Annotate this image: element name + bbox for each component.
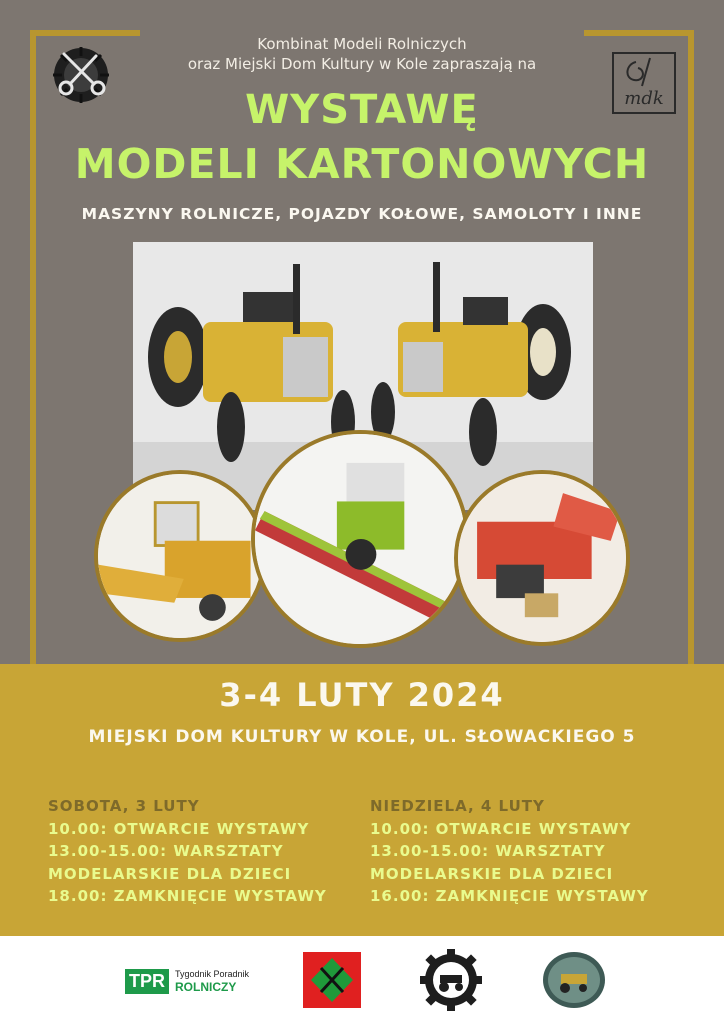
tpr-logo-line2: ROLNICZY bbox=[175, 980, 237, 994]
gear-tractor-logo-icon bbox=[418, 947, 484, 1013]
subtitle: MASZYNY ROLNICZE, POJAZDY KOŁOWE, SAMOLOTY I INNE bbox=[81, 205, 643, 223]
tpr-logo-text bbox=[175, 968, 249, 994]
intro-line-2: oraz Miejski Dom Kultury w Kole zapraszają na bbox=[187, 55, 537, 73]
tpr-logo-box: TPR bbox=[125, 969, 169, 994]
schedule-saturday bbox=[48, 795, 368, 908]
schedule-item: 10.00: OTWARCIE WYSTAWY bbox=[370, 819, 632, 838]
baler-photo bbox=[454, 470, 630, 646]
sponsors-footer bbox=[0, 936, 724, 1024]
tpr-logo-line1: Tygodnik Poradnik bbox=[175, 969, 250, 979]
schedule-item: 10.00: OTWARCIE WYSTAWY bbox=[48, 819, 310, 838]
kmr-logo-icon bbox=[303, 952, 361, 1008]
schedule-sunday-heading: NIEDZIELA, 4 LUTY bbox=[370, 797, 545, 815]
event-date: 3-4 LUTY 2024 bbox=[219, 676, 505, 714]
schedule-item: 13.00-15.00: WARSZTATY bbox=[370, 842, 606, 860]
schedule-sunday bbox=[370, 795, 690, 908]
intro-line-1: Kombinat Modeli Rolniczych bbox=[257, 35, 467, 53]
schedule-item: MODELARSKIE DLA DZIECI bbox=[370, 864, 614, 883]
schedule-item: 18.00: ZAMKNIĘCIE WYSTAWY bbox=[48, 887, 327, 905]
title-line-1: WYSTAWĘ bbox=[245, 87, 479, 133]
schedule-saturday-heading: SOBOTA, 3 LUTY bbox=[48, 797, 200, 815]
combine-green-photo bbox=[251, 430, 469, 648]
schedule-item: 16.00: ZAMKNIĘCIE WYSTAWY bbox=[370, 887, 649, 905]
tpr-logo bbox=[125, 967, 249, 995]
tractor-club-logo-icon bbox=[541, 950, 607, 1010]
combine-yellow-photo bbox=[94, 470, 266, 642]
event-place: MIEJSKI DOM KULTURY W KOLE, UL. SŁOWACKIEGO 5 bbox=[88, 727, 636, 747]
mdk-logo-text: mdk bbox=[624, 88, 664, 109]
title-line-2: MODELI KARTONOWYCH bbox=[74, 140, 650, 188]
schedule-item: 13.00-15.00: WARSZTATY bbox=[48, 842, 284, 860]
schedule-item: MODELARSKIE DLA DZIECI bbox=[48, 864, 292, 883]
